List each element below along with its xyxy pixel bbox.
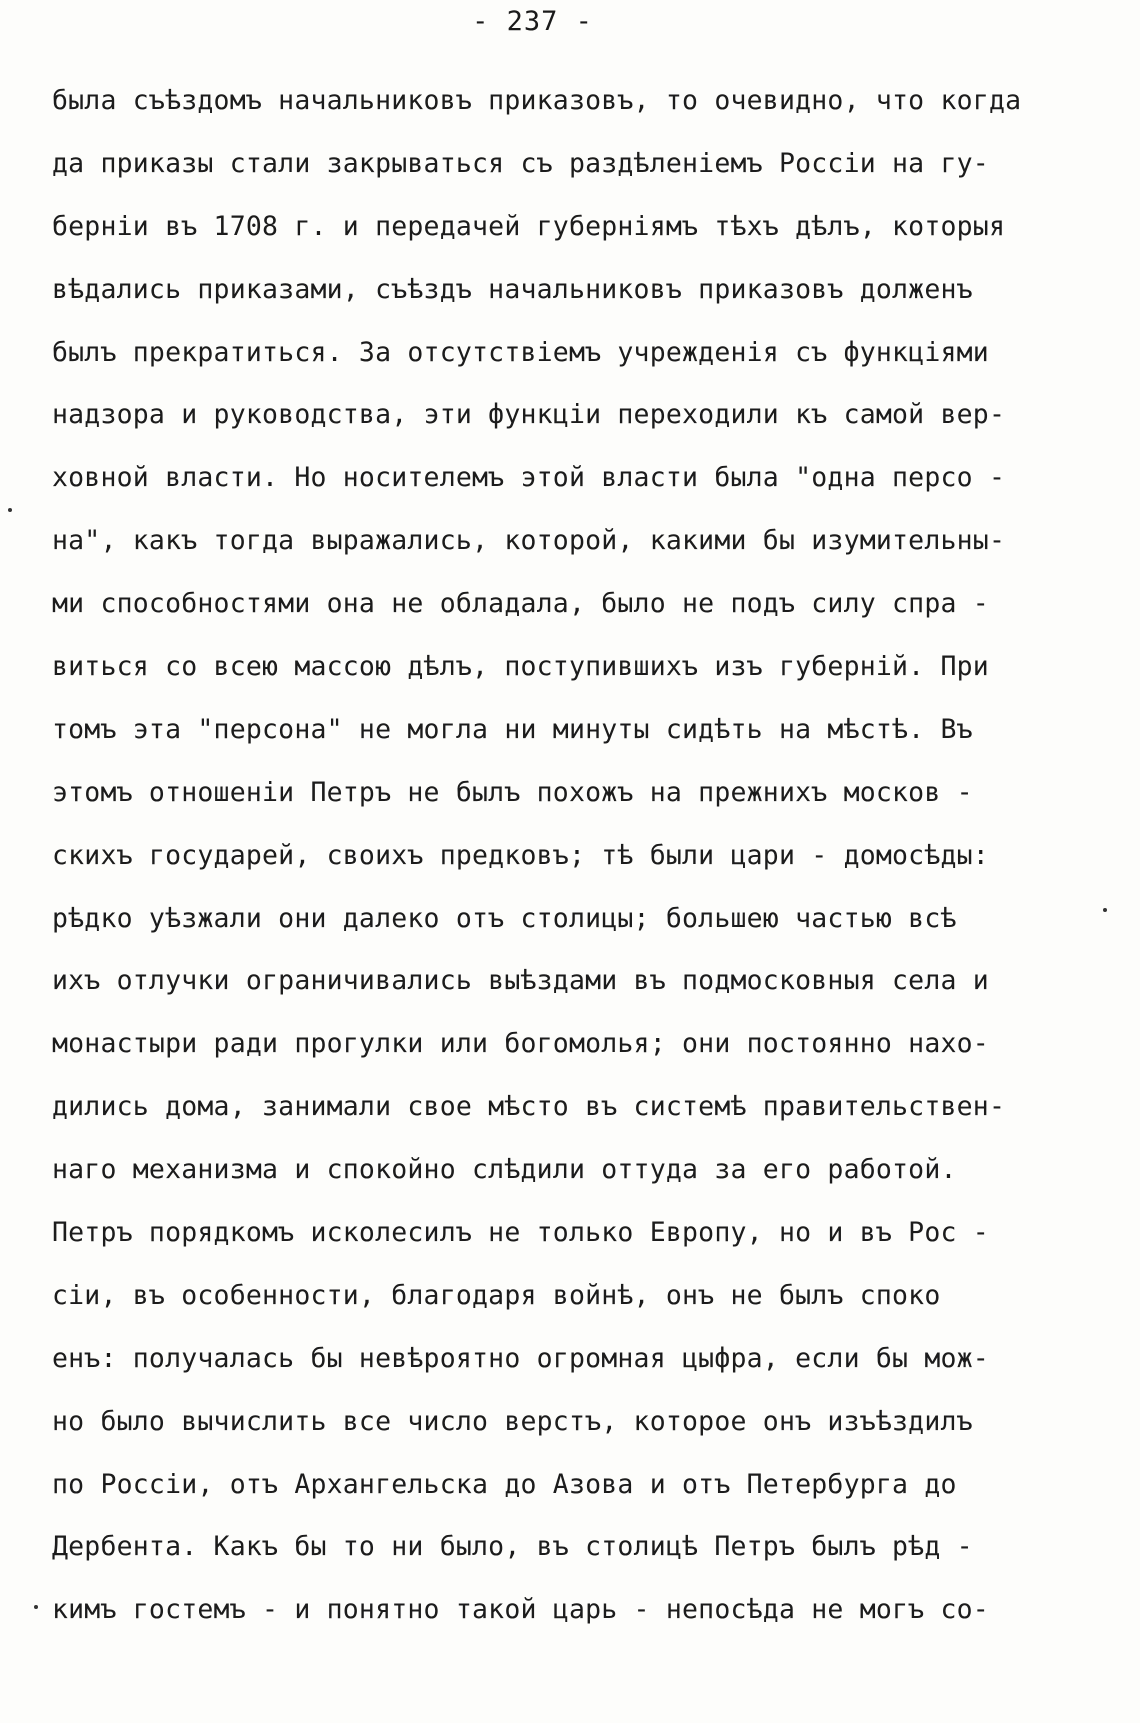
text-line: сіи, въ особенности, благодаря войнѣ, онъ не былъ споко — [52, 1279, 941, 1311]
text-line: виться со всею массою дѣлъ, поступившихъ изъ губерній. При — [52, 651, 989, 683]
text-line: надзора и руководства, эти функціи переходили къ самой вер- — [52, 399, 1006, 431]
text-line: кимъ гостемъ - и понятно такой царь - непосѣда не могъ со- — [52, 1594, 989, 1626]
text-line: Петръ порядкомъ исколесилъ не только Европу, но и въ Рос - — [52, 1217, 989, 1249]
text-line: ми способностями она не обладала, было не подъ силу спра - — [52, 588, 989, 620]
text-line: была съѣздомъ начальниковъ приказовъ, то очевидно, что когда — [52, 85, 1022, 116]
text-line: ихъ отлучки ограничивались выѣздами въ подмосковныя села и — [52, 965, 989, 997]
text-line: наго механизма и спокойно слѣдили оттуда за его работой. — [52, 1154, 957, 1186]
margin-speck — [1103, 908, 1107, 912]
text-line: томъ эта "персона" не могла ни минуты сидѣть на мѣстѣ. Въ — [52, 713, 973, 745]
text-line: монастыри ради прогулки или богомолья; они постоянно нахо- — [52, 1028, 989, 1060]
text-line: былъ прекратиться. За отсутствіемъ учрежденія съ функціями — [52, 336, 989, 368]
text-line: Дербента. Какъ бы то ни было, въ столицѣ Петръ былъ рѣд - — [52, 1531, 973, 1563]
text-line: ховной власти. Но носителемъ этой власти была "одна персо - — [52, 462, 1006, 494]
page-number: - 237 - — [472, 6, 593, 37]
margin-speck — [34, 1605, 38, 1609]
margin-speck — [8, 508, 12, 512]
text-line: на", какъ тогда выражались, которой, какими бы изумительны- — [52, 525, 1006, 557]
text-line: енъ: получалась бы невѣроятно огромная цыфра, если бы мож- — [52, 1342, 989, 1374]
text-line: по Россіи, отъ Архангельска до Азова и отъ Петербурга до — [52, 1468, 957, 1500]
text-line: но было вычислить все число верстъ, которое онъ изъѣздилъ — [52, 1405, 973, 1437]
text-line: рѣдко уѣзжали они далеко отъ столицы; большею частью всѣ — [52, 902, 957, 934]
text-line: вѣдались приказами, съѣздъ начальниковъ приказовъ долженъ — [52, 273, 973, 305]
text-line: да приказы стали закрываться съ раздѣленіемъ Россіи на гу- — [52, 147, 989, 179]
text-line: берніи въ 1708 г. и передачей губерніямъ тѣхъ дѣлъ, которыя — [52, 210, 1006, 242]
text-line: этомъ отношеніи Петръ не былъ похожъ на прежнихъ москов - — [52, 776, 973, 808]
page-body-text — [52, 70, 1112, 1642]
text-line: дились дома, занимали свое мѣсто въ системѣ правительствен- — [52, 1091, 1006, 1123]
text-line: скихъ государей, своихъ предковъ; тѣ были цари - домосѣды: — [52, 839, 989, 871]
